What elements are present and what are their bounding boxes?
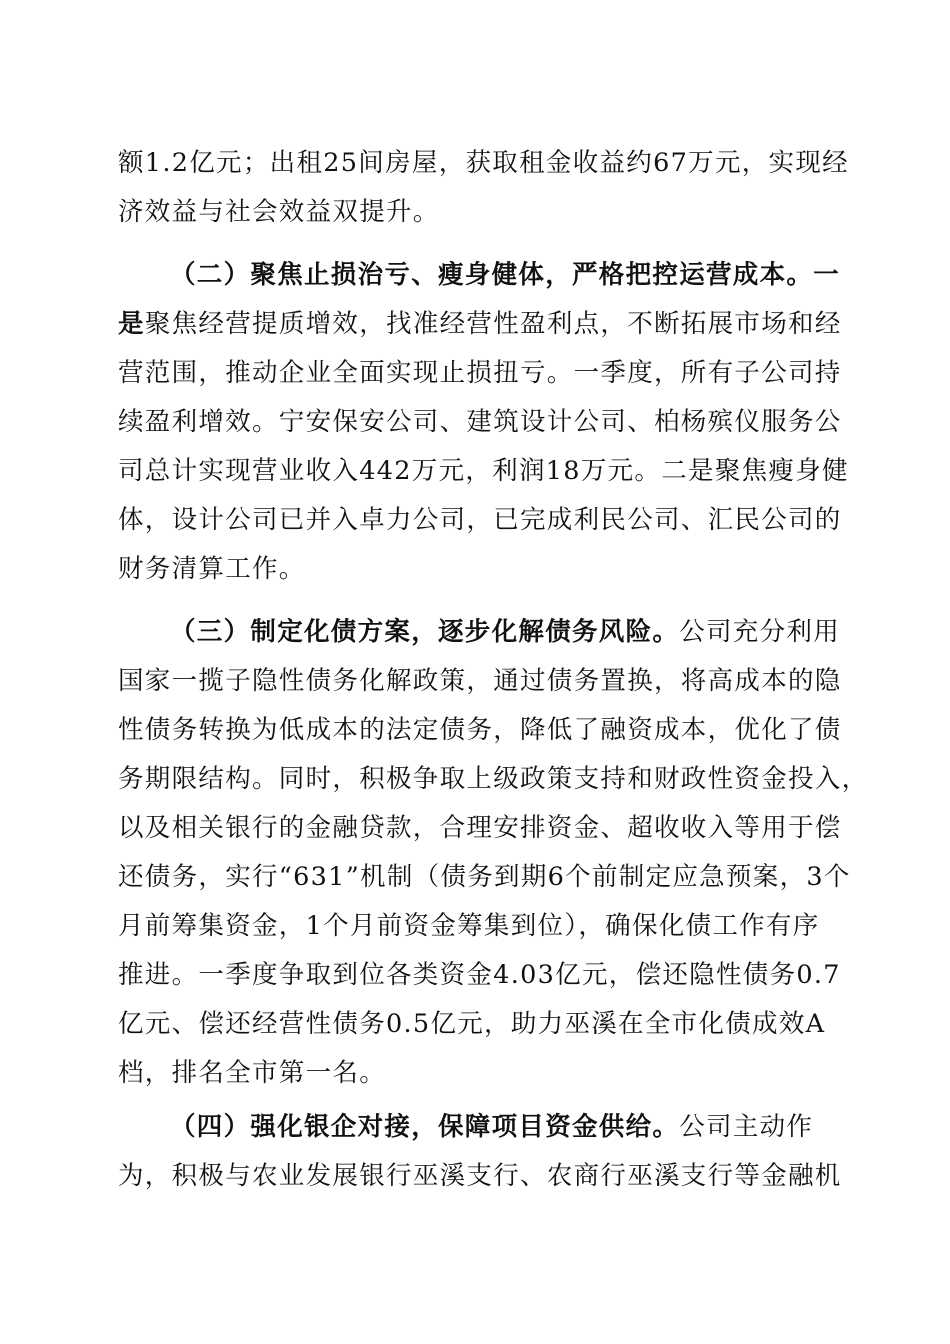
line-text: 还债务，实行“631”机制（债务到期6个前制定应急预案，3个 — [118, 862, 851, 892]
text-line — [118, 405, 842, 439]
text-line — [118, 454, 849, 488]
line-text: 月前筹集资金，1个月前资金筹集到位），确保化债工作有序 — [118, 911, 820, 941]
line-text: 推进。一季度争取到位各类资金4.03亿元，偿还隐性债务0.7 — [118, 960, 841, 990]
text-line — [118, 503, 842, 537]
text-line — [118, 552, 306, 586]
text-line — [118, 307, 842, 341]
line-text: 体，设计公司已并入卓力公司，已完成利民公司、汇民公司的 — [118, 505, 842, 535]
line-text: 以及相关银行的金融贷款，合理安排资金、超收收入等用于偿 — [118, 813, 842, 843]
line-text: 亿元、偿还经营性债务0.5亿元，助力巫溪在全市化债成效A — [118, 1009, 826, 1039]
line-text: 性债务转换为低成本的法定债务，降低了融资成本，优化了债 — [118, 715, 842, 745]
text-line — [118, 1007, 825, 1041]
section-heading-2 — [170, 258, 840, 292]
line-text: 为，积极与农业发展银行巫溪支行、农商行巫溪支行等金融机 — [118, 1161, 842, 1191]
line-text: 聚焦经营提质增效，找准经营性盈利点，不断拓展市场和经 — [144, 309, 842, 339]
line-text: 济效益与社会效益双提升。 — [118, 197, 440, 227]
text-line — [118, 146, 849, 180]
line-text: 司总计实现营业收入442万元，利润18万元。二是聚焦瘦身健 — [118, 456, 849, 486]
text-line — [118, 356, 842, 390]
heading-text: （四）强化银企对接，保障项目资金供给。 — [170, 1112, 680, 1142]
heading-text: （三）制定化债方案，逐步化解债务风险。 — [170, 617, 680, 647]
heading-text: （二）聚焦止损治亏、瘦身健体，严格把控运营成本。一 — [170, 260, 841, 290]
text-line — [118, 811, 842, 845]
text-line — [118, 860, 851, 894]
line-text: 营范围，推动企业全面实现止损扭亏。一季度，所有子公司持 — [118, 358, 842, 388]
line-text: 国家一揽子隐性债务化解政策，通过债务置换，将高成本的隐 — [118, 666, 842, 696]
bold-text: 是 — [118, 309, 145, 339]
text-line — [118, 713, 842, 747]
section-heading-3 — [170, 615, 840, 649]
text-line — [118, 195, 440, 229]
line-text: 财务清算工作。 — [118, 554, 306, 584]
text-line — [118, 958, 841, 992]
line-text: 额1.2亿元；出租25间房屋，获取租金收益约67万元，实现经 — [118, 148, 849, 178]
line-text: 档，排名全市第一名。 — [118, 1058, 387, 1088]
text-line — [118, 664, 842, 698]
line-text: 续盈利增效。宁安保安公司、建筑设计公司、柏杨殡仪服务公 — [118, 407, 842, 437]
line-text: 公司充分利用 — [679, 617, 841, 647]
text-line — [118, 1159, 842, 1193]
line-text: 公司主动作 — [679, 1112, 814, 1142]
section-heading-4 — [170, 1110, 813, 1144]
text-line — [118, 762, 868, 796]
line-text: 务期限结构。同时，积极争取上级政策支持和财政性资金投入， — [118, 764, 869, 794]
text-line — [118, 909, 820, 943]
text-line — [118, 1056, 386, 1090]
